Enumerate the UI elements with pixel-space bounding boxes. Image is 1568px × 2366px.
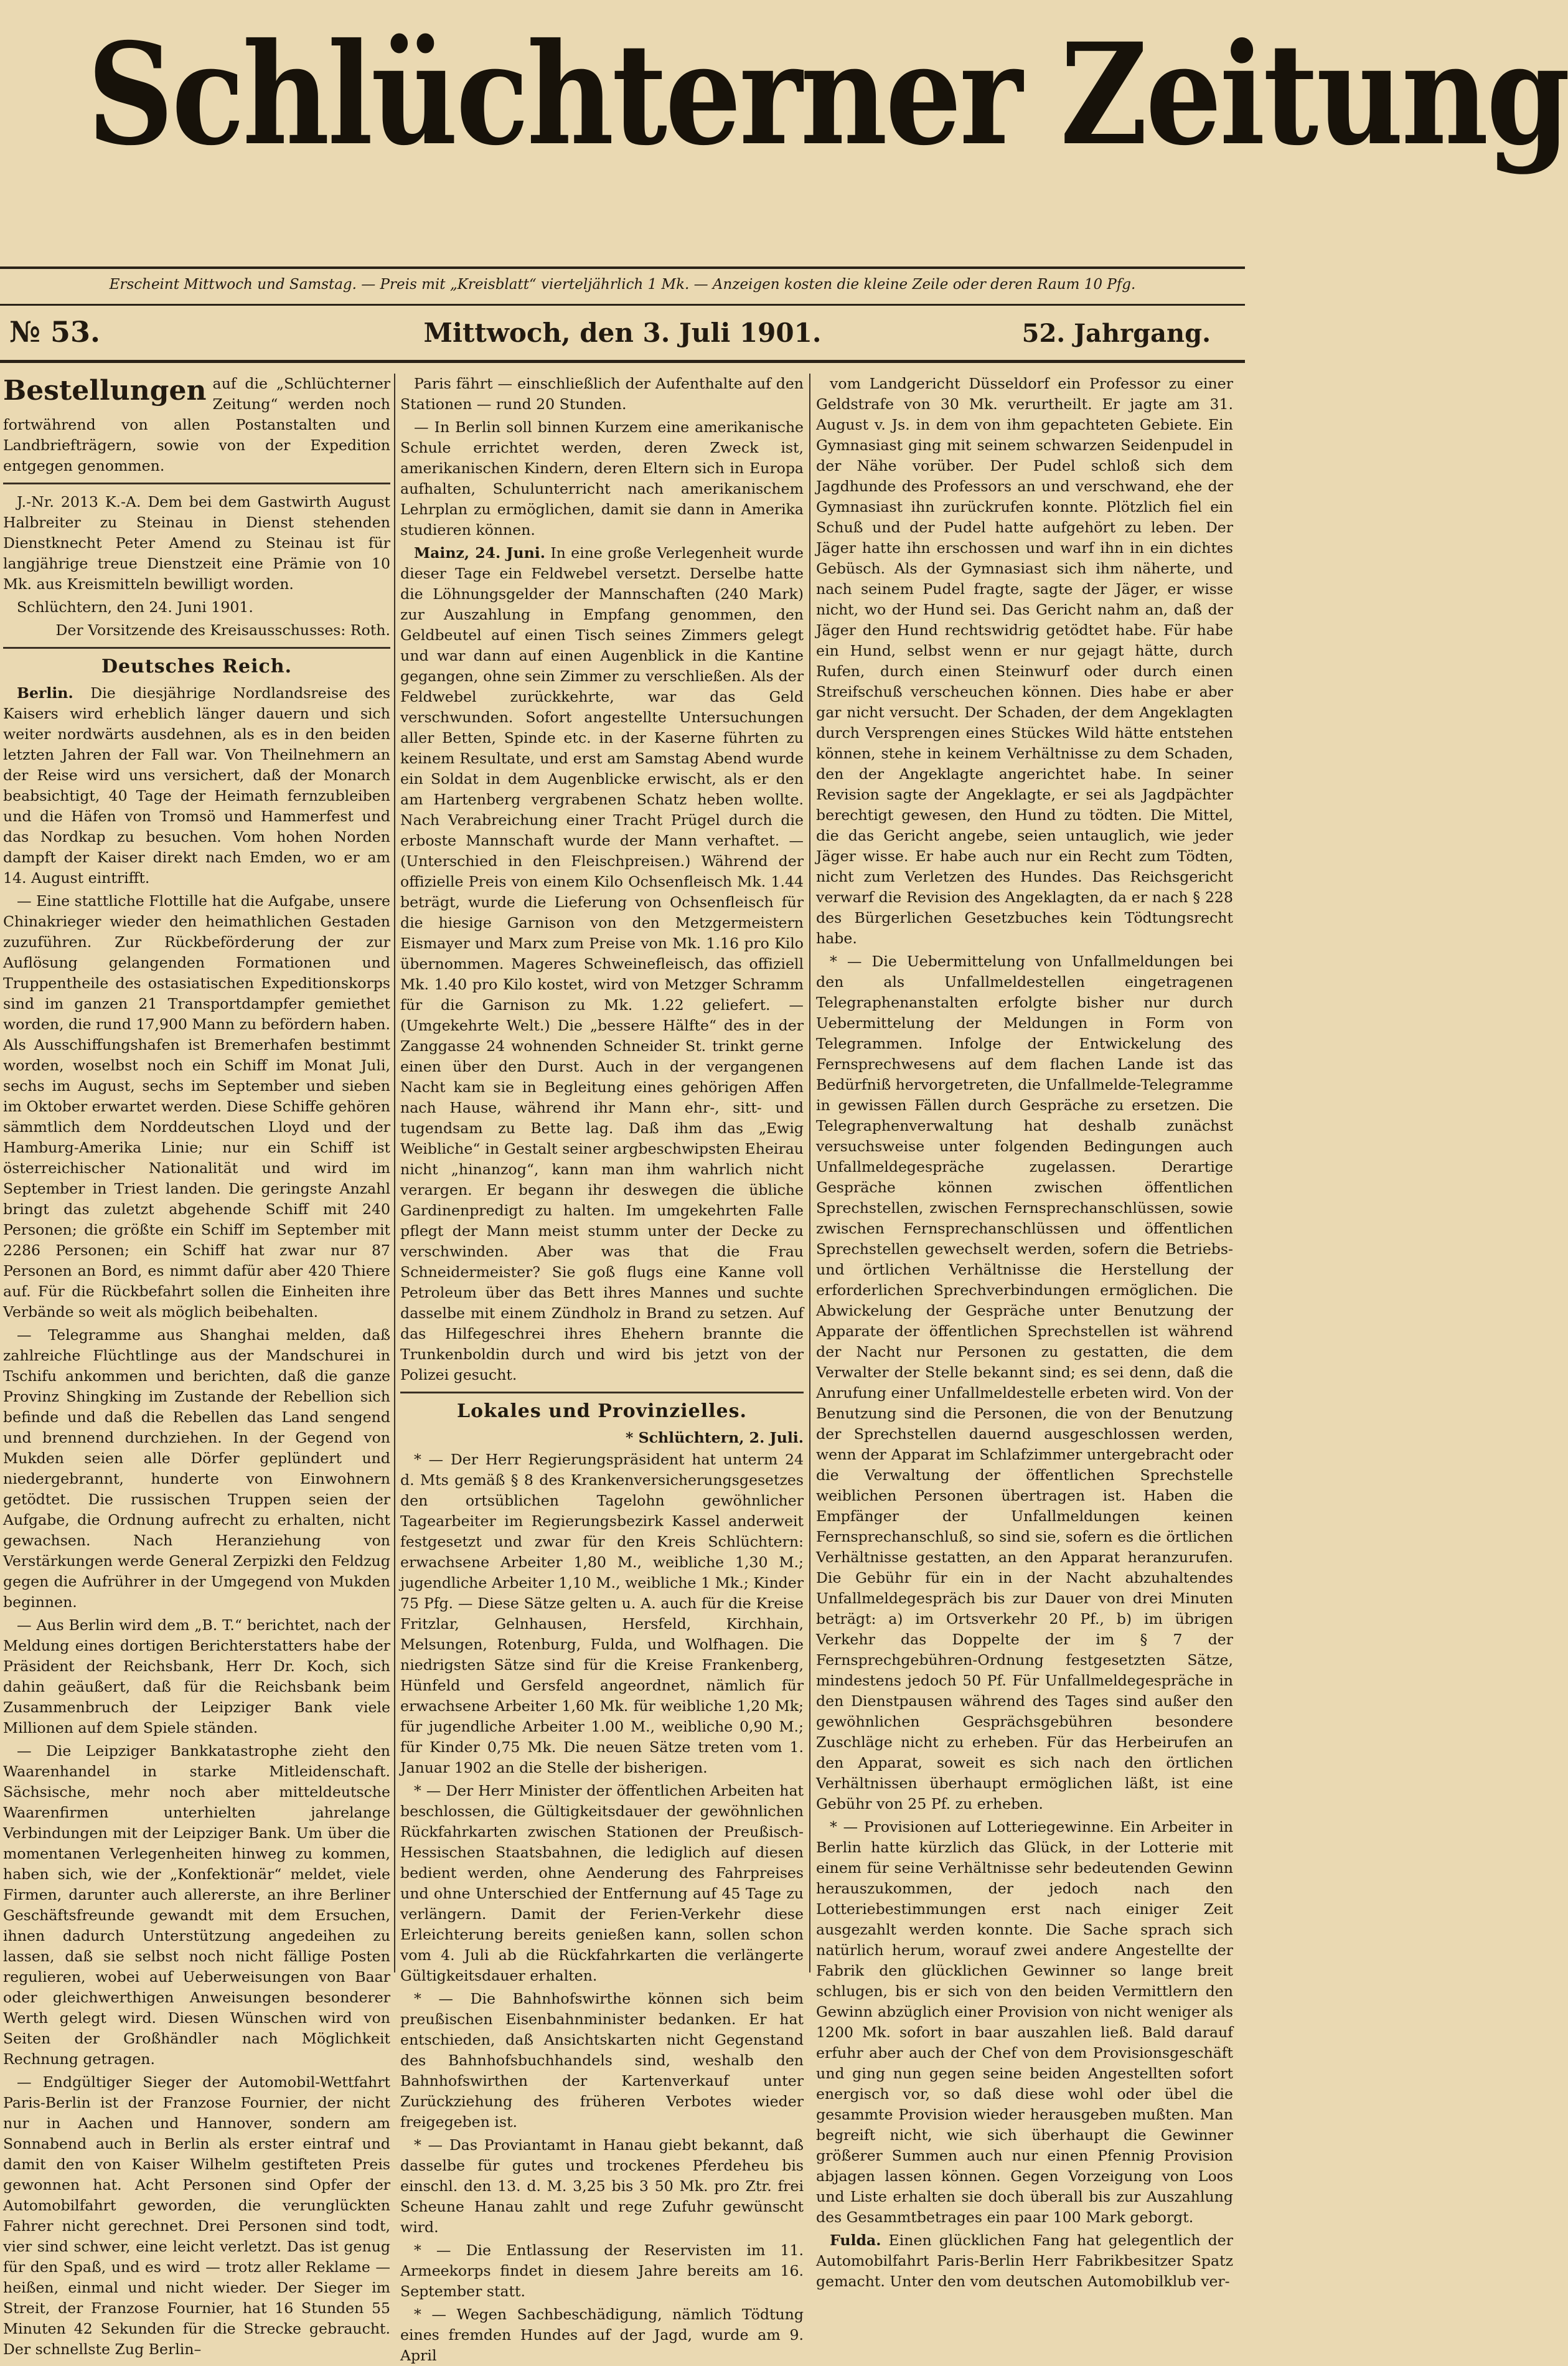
article-paragraph xyxy=(400,1781,804,1986)
official-notice: J.-Nr. 2013 K.-A. Dem bei dem Gastwirth August Halbreiter zu Steinau in Dienst stehenden Dienstknecht Peter Amend zu Steinau ist für langjährige treue Dienstzeit eine Prämie von 10 Mk. aus Kreismitteln bewilligt worden. xyxy=(3,493,390,593)
article-paragraph xyxy=(400,1989,804,2133)
article-paragraph xyxy=(816,374,1233,949)
article-paragraph xyxy=(816,2230,1233,2292)
local-dateline: * Schlüchtern, 2. Juli. xyxy=(626,1429,804,1446)
article-lead: Mainz, 24. Juni. xyxy=(414,544,545,562)
article-text: — In Berlin soll binnen Kurzem eine amerikanische Schule errichtet werden, deren Zweck ist, amerikanischen Kindern, deren Eltern sich in Europa aufhalten, Schulunterricht nach amerikanischem Lehrplan zu ermöglichen, damit sie dann in Amerika studieren können. xyxy=(400,418,804,539)
column-divider-1 xyxy=(394,374,395,1972)
masthead-rule-top xyxy=(0,266,1245,269)
publication-info: Erscheint Mittwoch und Samstag. — Preis mit „Kreisblatt“ vierteljährlich 1 Mk. — Anzeigen kosten die kleine Zeile oder deren Raum 10 Pfg. xyxy=(109,276,1136,293)
article-lead: Fulda. xyxy=(830,2232,881,2249)
article-text: * — Der Herr Minister der öffentlichen Arbeiten hat beschlossen, die Gültigkeitsdauer der gewöhnlichen Rückfahrkarten zwischen Stationen der Preußisch-Hessischen Staatsbahnen, die lediglich auf diesen bedient werden, ohne Aenderung des Fahrpreises und ohne Unterschied der Entfernung auf 45 Tage zu verlängern. Damit der Ferien-Verkehr diese Erleichterung bereits genießen kann, sollen schon vom 4. Juli ab die Rückfahrkarten die verlängerte Gültigkeitsdauer erhalten. xyxy=(400,1782,804,1984)
column-2-articles-top xyxy=(400,374,804,1385)
article-lead: Berlin. xyxy=(17,684,73,702)
masthead-title: Schlüchterner Zeitung xyxy=(87,12,1568,176)
separator-rule xyxy=(3,483,390,484)
article-paragraph xyxy=(400,543,804,1385)
article-paragraph xyxy=(3,891,390,1322)
article-text: * — Wegen Sachbeschädigung, nämlich Tödtung eines fremden Hundes auf der Jagd, wurde am 9. April xyxy=(400,2306,804,2364)
bestellungen-heading: Bestellungen xyxy=(3,375,207,407)
article-text: — Die Leipziger Bankkatastrophe zieht den Waarenhandel in starke Mitleidenschaft. Sächsische, mehr noch aber mitteldeutsche Waarenfirmen unterhielten jahrelange Verbindungen mit der Leipziger Bank. Um über die momentanen Verlegenheiten hinweg zu kommen, haben sich, wie der „Konfektionär“ meldet, viele Firmen, darunter auch allererste, an ihre Berliner Geschäftsfreunde gewandt mit dem Ersuchen, ihnen dadurch Unterstützung angedeihen zu lassen, daß sie selbst noch nicht fällige Posten regulieren, wobei auf Ueberweisungen von Baar oder gleichwerthigen Anweisungen besonderer Werth gelegt wird. Diesen Wünschen wird von Seiten der Großhändler nach Möglichkeit Rechnung getragen. xyxy=(3,1742,390,2068)
article-text: * — Provisionen auf Lotteriegewinne. Ein Arbeiter in Berlin hatte kürzlich das Glück, in der Lotterie mit einem für seine Verhältnisse sehr bedeutenden Gewinn herauszukommen, der jedoch nach den Lotteriebestimmungen erst nach einiger Zeit ausgezahlt werden konnte. Die Sache sprach sich natürlich herum, worauf zwei andere Angestellte der Fabrik den glücklichen Gewinner so lange breit schlugen, bis er sich von den beiden Vermittlern den Gewinn abzüglich einer Provision von nicht weniger als 1200 Mk. sofort in baar auszahlen ließ. Bald darauf erfuhr aber auch der Chef von dem Provisionsgeschäft und ging nun gegen seine beiden Angestellten sofort energisch vor, so daß diese wohl oder übel die gesammte Provision wieder herausgeben mußten. Man begreift nicht, wie sich überhaupt die Gewinner größerer Summen auch nur einen Pfennig Provision abjagen lassen können. Gegen Vorzeigung von Loos und Liste erhalten sie doch überall bis zur Auszahlung des Gesammtbetrages ein paar 100 Mark geborgt. xyxy=(816,1818,1233,2226)
article-text: * — Die Bahnhofswirthe können sich beim preußischen Eisenbahnminister bedanken. Er hat entschieden, daß Ansichtskarten nicht Gegenstand des Bahnhofsbuchhandels sind, weshalb den Bahnhofswirthen der Kartenverkauf unter Zurückziehung des früheren Verbotes wieder freigegeben ist. xyxy=(400,1990,804,2131)
deutsches-reich-articles xyxy=(3,683,390,2360)
article-paragraph xyxy=(816,951,1233,1814)
article-paragraph xyxy=(400,1449,804,1778)
article-paragraph xyxy=(816,1817,1233,2228)
article-text: In eine große Verlegenheit wurde dieser Tage ein Feldwebel versetzt. Derselbe hatte die Löhnungsgelder der Mannschaften (240 Mark) zur Auszahlung in Empfang genommen, den Geldbeutel auf einen Tisch seines Zimmers gelegt und war dann auf einen Augenblick in die Kantine gegangen, ohne sein Zimmer zu verschließen. Als der Feldwebel zurückkehrte, war das Geld verschwunden. Sofort angestellte Untersuchungen aller Betten, Spinde etc. in der Kaserne führten zu keinem Resultate, und erst am Samstag Abend wurde ein Soldat in dem Augenblicke erwischt, als er den am Hartenberg vergrabenen Schatz heben wollte. Nach Verabreichung einer Tracht Prügel durch die erboste Mannschaft wurde der Mann verhaftet. — (Unterschied in den Fleischpreisen.) Während der offizielle Preis von einem Kilo Ochsenfleisch Mk. 1.44 beträgt, wurde die Lieferung von Ochsenfleisch für die hiesige Garnison von den Metzgermeistern Eismayer und Marx zum Preise von Mk. 1.16 pro Kilo übernommen. Mageres Schweinefleisch, das offiziell Mk. 1.40 pro Kilo kostet, wird von Metzger Schramm für die Garnison zu Mk. 1.22 geliefert. — (Umgekehrte Welt.) Die „bessere Hälfte“ des in der Zanggasse 24 wohnenden Schneider St. trinkt gerne einen über den Durst. Auch in der vergangenen Nacht kam sie in Begleitung eines gehörigen Affen nach Hause, während ihr Mann ehr-, sitt- und tugendsam zu Bette lag. Daß ihm das „Ewig Weibliche“ in Gestalt seiner argbeschwipsten Eheirau nicht „hinanzog“, kann man ihm wahrlich nicht verargen. Er begann ihr deswegen die übliche Gardinenpredigt zu halten. Im umgekehrten Falle pflegt der Mann meist stumm unter der Decke zu verschwinden. Aber was that die Frau Schneidermeister? Sie goß flugs eine Kanne voll Petroleum über das Bett ihres Mannes und suchte dasselbe mit einem Zündholz in Brand zu setzen. Auf das Hilfegeschrei ihres Ehehern brannte die Trunkenboldin durch und wird bis jetzt von der Polizei gesucht. xyxy=(400,544,804,1383)
column-3-articles xyxy=(816,374,1233,2292)
issue-date: Mittwoch, den 3. Juli 1901. xyxy=(423,318,822,348)
article-paragraph xyxy=(3,2072,390,2360)
article-paragraph xyxy=(400,2135,804,2238)
separator-rule xyxy=(400,1392,804,1393)
column-1 xyxy=(3,374,390,2358)
article-text: — Aus Berlin wird dem „B. T.“ berichtet, nach der Meldung eines dortigen Berichterstatters habe der Präsident der Reichsbank, Herr Dr. Koch, sich dahin geäußert, daß für die Reichsbank beim Zusammenbruch der Leipziger Bank viele Millionen auf dem Spiele ständen. xyxy=(3,1616,390,1737)
bestellungen-notice xyxy=(3,374,390,476)
issue-number: № 53. xyxy=(9,315,101,349)
article-paragraph xyxy=(3,1325,390,1613)
column-divider-2 xyxy=(809,374,810,1972)
article-text: — Telegramme aus Shanghai melden, daß zahlreiche Flüchtlinge aus der Mandschurei in Tschifu ankommen und berichten, daß die ganze Provinz Shingking im Zustande der Rebellion sich befinde und daß die Rebellen das Land sengend und brennend durchziehen. In der Gegend von Mukden seien alle Dörfer geplündert und niedergebrannt, hunderte von Einwohnern getödtet. Die russischen Truppen seien der Aufgabe, die Ordnung aufrecht zu erhalten, nicht gewachsen. Nach Heranziehung von Verstärkungen werde General Zerpizki den Feldzug gegen die Aufrührer in der Umgegend von Mukden beginnen. xyxy=(3,1326,390,1611)
separator-rule xyxy=(3,647,390,649)
article-text: * — Die Uebermittelung von Unfallmeldungen bei den als Unfallmeldestellen eingetragenen Telegraphenanstalten erfolgte bisher nur durch Uebermittelung der Meldungen in Form von Telegrammen. Infolge der Entwickelung des Fernsprechwesens auf dem flachen Lande ist das Bedürfniß hervorgetreten, die Unfallmelde-Telegramme in gewissen Fällen durch Gespräche zu ersetzen. Die Telegraphenverwaltung hat deshalb zunächst versuchsweise unter folgenden Bedingungen auch Unfallmeldegespräche zugelassen. Derartige Gespräche können zwischen öffentlichen Sprechstellen, zwischen Fernsprechanschlüssen, sowie zwischen Fernsprechanschlüssen und öffentlichen Sprechstellen gewechselt werden, sofern die Betriebs- und örtlichen Verhältnisse die Herstellung der erforderlichen Sprechverbindungen ermöglichen. Die Abwickelung der Gespräche unter Benutzung der Apparate der öffentlichen Sprechstellen ist während der Nacht nur Personen zu gestatten, die dem Verwalter der Stelle bekannt sind; es sei denn, daß die Anrufung einer Unfallmeldestelle erbeten wird. Von der Benutzung sind die Personen, die von der Benutzung der Sprechstellen dauernd ausgeschlossen werden, wenn der Apparat im Schlafzimmer untergebracht oder die Verwaltung der öffentlichen Sprechstelle weiblichen Personen übertragen ist. Haben die Empfänger der Unfallmeldungen keinen Fernsprechanschluß, so sind sie, sofern es die örtlichen Verhältnisse gestatten, an den Apparat heranzurufen. Die Gebühr für ein in der Nacht abzuhaltendes Unfallmeldegespräch bis zur Dauer von drei Minuten beträgt: a) im Ortsverkehr 20 Pf., b) im übrigen Verkehr das Doppelte der im § 7 der Fernsprechgebühren-Ordnung festgesetzten Sätze, mindestens jedoch 50 Pf. Für Unfallmeldegespräche in den Dienstpausen während des Tages sind außer den gewöhnlichen Gesprächsgebühren besondere Zuschläge nicht zu erheben. Für das Herbeirufen an den Apparat, soweit es sich nach den örtlichen Verhältnissen überhaupt ermöglichen läßt, ist eine Gebühr von 25 Pf. zu erheben. xyxy=(816,953,1233,1812)
article-paragraph xyxy=(400,374,804,415)
masthead-rule-bottom xyxy=(0,360,1245,363)
article-paragraph xyxy=(400,417,804,540)
article-text: Die diesjährige Nordlandsreise des Kaisers wird erheblich länger dauern und sich weiter nordwärts ausdehnen, als es in den beiden letzten Jahren der Fall war. Von Theilnehmern an der Reise wird uns versichert, daß der Monarch beabsichtigt, 40 Tage der Heimath fernzubleiben und die Häfen von Tromsö und Hammerfest und das Nordkap zu besuchen. Vom hohen Norden dampft der Kaiser direkt nach Emden, wo er am 14. August eintrifft. xyxy=(3,684,390,887)
article-text: — Eine stattliche Flottille hat die Aufgabe, unsere Chinakrieger wieder den heimathlichen Gestaden zuzuführen. Zur Rückbeförderung der zur Auflösung gelangenden Formationen und Truppentheile des ostasiatischen Expeditionskorps sind im ganzen 21 Transportdampfer gemiethet worden, die rund 17,900 Mann zu befördern haben. Als Ausschiffungshafen ist Bremerhafen bestimmt worden, woselbst noch ein Schiff im Monat Juli, sechs im August, sechs im September und sieben im Oktober erwartet werden. Diese Schiffe gehören sämmtlich dem Norddeutschen Lloyd und der Hamburg-Amerika Linie; nur ein Schiff ist österreichischer Nationalität und wird im September in Triest landen. Die geringste Anzahl bringt das zuletzt abgehende Schiff mit 240 Personen; die größte ein Schiff im September mit 2286 Personen; ein Schiff hat zwar nur 87 Personen an Bord, es nimmt dafür aber 420 Thiere auf. Für die Rückbefahrt sollen die Einheiten ihre Verbände so weit als möglich beibehalten. xyxy=(3,892,390,1321)
section-heading-deutsches-reich: Deutsches Reich. xyxy=(101,656,293,677)
notice-place-date: Schlüchtern, den 24. Juni 1901. xyxy=(17,598,253,616)
lokales-articles xyxy=(400,1449,804,2366)
column-3 xyxy=(816,374,1233,2290)
article-text: — Endgültiger Sieger der Automobil-Wettfahrt Paris-Berlin ist der Franzose Fournier, der nicht nur in Aachen und Hannover, sondern am Sonnabend auch in Berlin als erster eintraf und damit den von Kaiser Wilhelm gestifteten Preis gewonnen hat. Acht Personen sind Opfer der Automobilfahrt geworden, die verunglückten Fahrer nicht gerechnet. Drei Personen sind todt, vier sind schwer, eine leicht verletzt. Das ist genug für den Spaß, und es wird — trotz aller Reklame — heißen, einmal und nicht wieder. Der Sieger im Streit, der Franzose Fournier, hat 16 Stunden 55 Minuten 42 Sekunden für die Strecke gebraucht. Der schnellste Zug Berlin– xyxy=(3,2073,390,2358)
masthead-rule-mid xyxy=(0,304,1245,306)
section-heading-lokales: Lokales und Provinzielles. xyxy=(457,1400,747,1422)
issue-volume: 52. Jahrgang. xyxy=(1021,319,1211,348)
article-paragraph xyxy=(3,683,390,888)
article-text: vom Landgericht Düsseldorf ein Professor zu einer Geldstrafe von 30 Mk. verurtheilt. Er jagte am 31. August v. Js. in dem von ihm gepachteten Gebiete. Ein Gymnasiast ging mit seinem schwarzen Seidenpudel in der Nähe vorüber. Der Pudel schloß sich dem Jagdhunde des Professors an und verschwand, ehe der Gymnasiast ihn zurückrufen konnte. Plötzlich fiel ein Schuß und der Pudel hatte aufgehört zu leben. Der Jäger hatte ihn erschossen und warf ihn in ein dichtes Gebüsch. Als der Gymnasiast sich ihm näherte, und nach seinem Pudel fragte, sagte der Jäger, er wisse nicht, wo der Hund sei. Das Gericht nahm an, daß der Jäger den Hund rechtswidrig getödtet habe. Für habe ein Hund, selbst wenn er nur gejagt hätte, durch Rufen, durch einen Steinwurf oder durch einen Streifschuß verscheuchen können. Dies habe er aber gar nicht versucht. Der Schaden, der dem Angeklagten durch Versprengen eines Stückes Wild hätte entstehen können, stehe in keinem Verhältnisse zu dem Schaden, den der Angeklagte angerichtet habe. In seiner Revision sagte der Angeklagte, er sei als Jagdpächter berechtigt gewesen, den Hund zu tödten. Die Mittel, die das Gericht angebe, seien untauglich, wie jeder Jäger wisse. Er habe auch nur ein Recht zum Tödten, nicht zum Verletzen des Hundes. Das Reichsgericht verwarf die Revision des Angeklagten, da er nach § 228 des Bürgerlichen Gesetzbuches kein Tödtungsrecht habe. xyxy=(816,375,1233,947)
article-paragraph xyxy=(400,2304,804,2366)
article-paragraph xyxy=(3,1741,390,2070)
article-text: * — Der Herr Regierungspräsident hat unterm 24 d. Mts gemäß § 8 des Krankenversicherungsgesetzes den ortsüblichen Tagelohn gewöhnlicher Tagearbeiter im Regierungsbezirk Kassel anderweit festgesetzt und zwar für den Kreis Schlüchtern: erwachsene Arbeiter 1,80 M., weibliche 1,30 M.; jugendliche Arbeiter 1,10 M., weibliche 1 Mk.; Kinder 75 Pfg. — Diese Sätze gelten u. A. auch für die Kreise Fritzlar, Gelnhausen, Hersfeld, Kirchhain, Melsungen, Rotenburg, Fulda, und Wolfhagen. Die niedrigsten Sätze sind für die Kreise Frankenberg, Hünfeld und Gersfeld angeordnet, nämlich für erwachsene Arbeiter 1,60 Mk. für weibliche 1,20 Mk; für jugendliche Arbeiter 1.00 M., weibliche 0,90 M.; für Kinder 0,75 Mk. Die neuen Sätze treten vom 1. Januar 1902 an die Stelle der bisherigen. xyxy=(400,1451,804,1776)
notice-signature: Der Vorsitzende des Kreisausschusses: Roth. xyxy=(55,621,390,639)
article-paragraph xyxy=(3,1615,390,1738)
article-text: * — Das Proviantamt in Hanau giebt bekannt, daß dasselbe für gutes und trockenes Pferdeheu bis einschl. den 13. d. M. 3,25 bis 3 50 Mk. pro Ztr. frei Scheune Hanau zahlt und rege Zufuhr gewünscht wird. xyxy=(400,2136,804,2236)
bestellungen-text: auf die „Schlüchterner Zeitung“ werden noch fortwährend von allen Postanstalten und Landbriefträgern, sowie von der Expedition entgegen genommen. xyxy=(3,375,390,474)
article-paragraph xyxy=(400,2240,804,2302)
article-text: Einen glücklichen Fang hat gelegentlich der Automobilfahrt Paris-Berlin Herr Fabrikbesitzer Spatz gemacht. Unter den vom deutschen Automobilklub ver- xyxy=(816,2232,1233,2290)
article-text: Paris fährt — einschließlich der Aufenthalte auf den Stationen — rund 20 Stunden. xyxy=(400,375,804,413)
column-2 xyxy=(400,374,804,2364)
article-text: * — Die Entlassung der Reservisten im 11. Armeekorps findet in diesem Jahre bereits am 16. September statt. xyxy=(400,2241,804,2300)
